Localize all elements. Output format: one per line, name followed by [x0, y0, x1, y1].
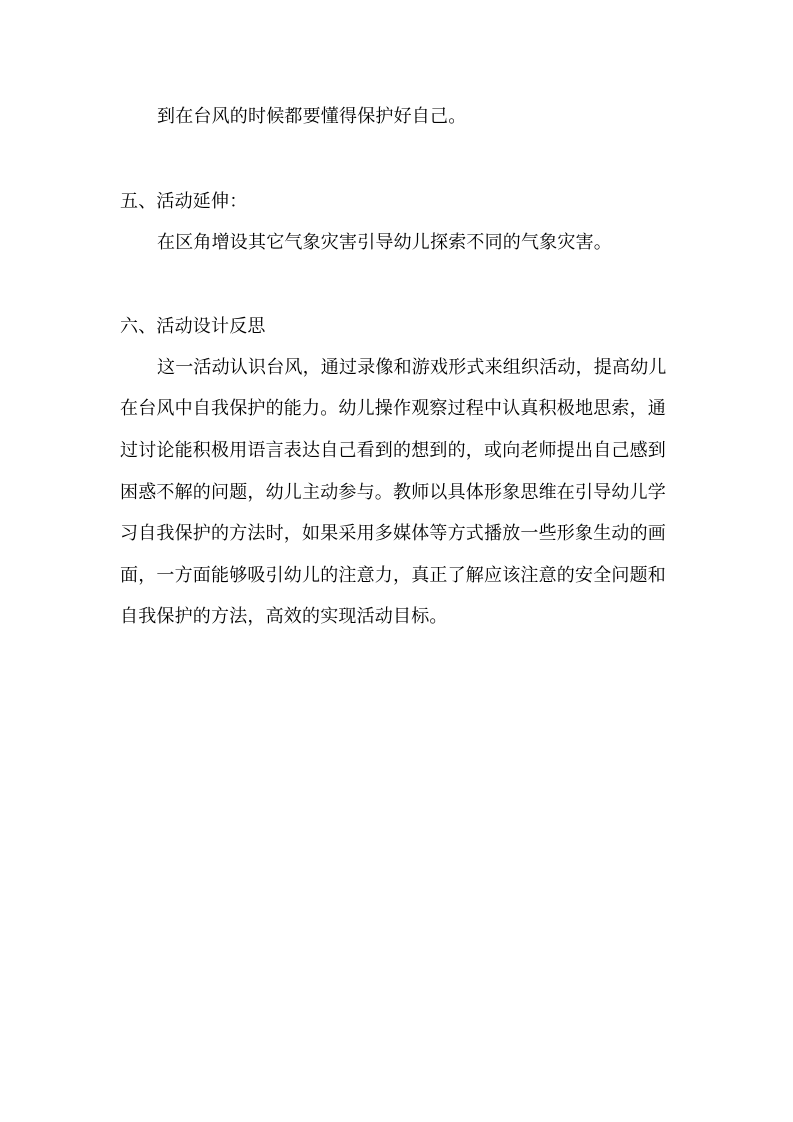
- section-6-line-4: 困惑不解的问题，幼儿主动参与。教师以具体形象思维在引导幼儿学: [120, 482, 666, 503]
- section-6-heading: 六、活动设计反思: [120, 316, 266, 337]
- section-6-line-7: 自我保护的方法，高效的实现活动目标。: [120, 606, 448, 627]
- section-6-line-6: 面，一方面能够吸引幼儿的注意力，真正了解应该注意的安全问题和: [120, 565, 666, 586]
- section-5-paragraph: 在区角增设其它气象灾害引导幼儿探索不同的气象灾害。: [157, 232, 612, 253]
- continuation-line: 到在台风的时候都要懂得保护好自己。: [157, 106, 467, 127]
- section-6-line-3: 过讨论能积极用语言表达自己看到的想到的，或向老师提出自己感到: [120, 440, 666, 461]
- section-5-heading: 五、活动延伸：: [120, 191, 248, 212]
- section-6-line-5: 习自我保护的方法时，如果采用多媒体等方式播放一些形象生动的画: [120, 523, 666, 544]
- section-6-line-2: 在台风中自我保护的能力。幼儿操作观察过程中认真积极地思索，通: [120, 398, 666, 419]
- section-6-line-1: 这一活动认识台风，通过录像和游戏形式来组织活动，提高幼儿: [157, 357, 667, 378]
